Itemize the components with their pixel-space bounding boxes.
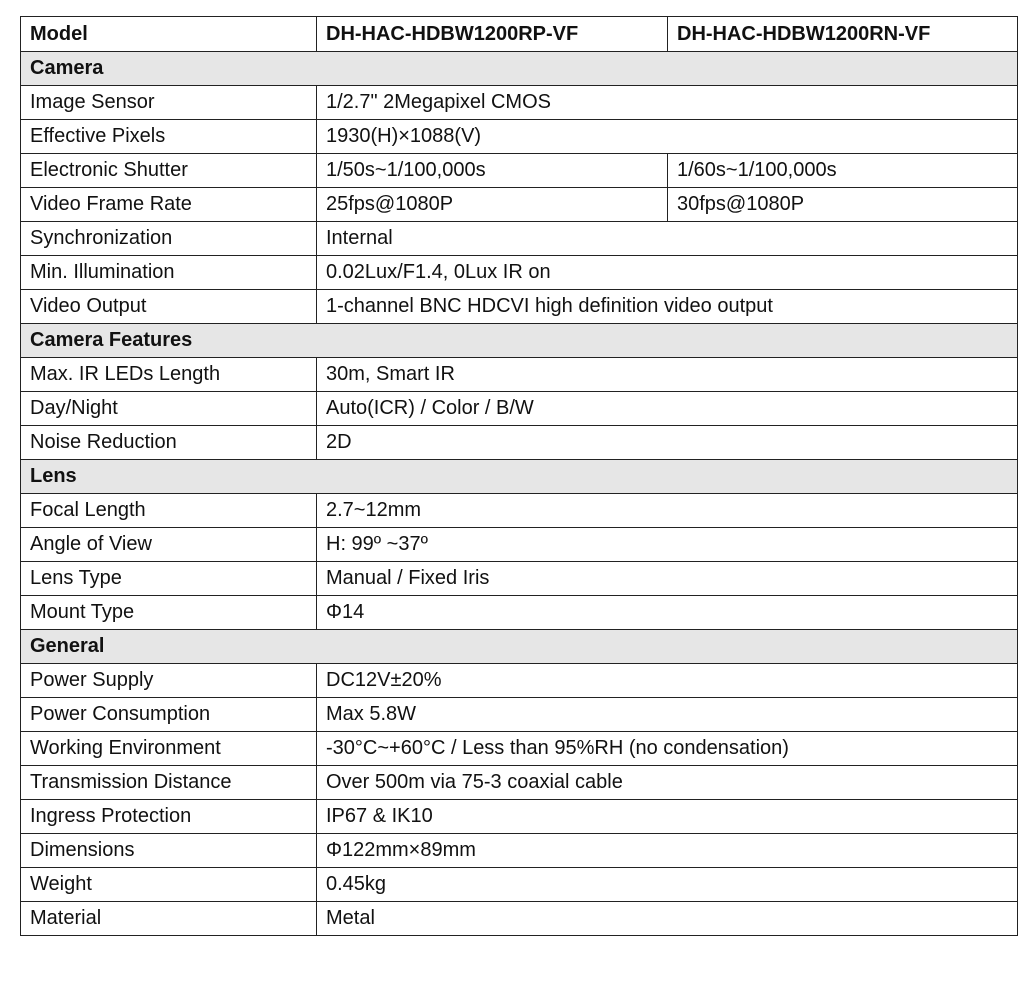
spec-label: Noise Reduction <box>21 426 317 460</box>
spec-row <box>21 868 1018 902</box>
spec-value: H: 99º ~37º <box>317 528 1018 562</box>
section-title: Camera Features <box>21 324 1018 358</box>
spec-label: Min. Illumination <box>21 256 317 290</box>
spec-value: 2D <box>317 426 1018 460</box>
section-title: Lens <box>21 460 1018 494</box>
header-model-2: DH-HAC-HDBW1200RN-VF <box>668 17 1018 52</box>
spec-row <box>21 664 1018 698</box>
spec-value: Φ122mm×89mm <box>317 834 1018 868</box>
spec-value: 1930(H)×1088(V) <box>317 120 1018 154</box>
spec-row <box>21 154 1018 188</box>
spec-value: 1/2.7" 2Megapixel CMOS <box>317 86 1018 120</box>
spec-table <box>20 16 1018 936</box>
section-row <box>21 630 1018 664</box>
spec-row <box>21 902 1018 936</box>
spec-value: DC12V±20% <box>317 664 1018 698</box>
spec-label: Focal Length <box>21 494 317 528</box>
spec-label: Power Supply <box>21 664 317 698</box>
spec-value-model-2: 1/60s~1/100,000s <box>668 154 1018 188</box>
spec-label: Angle of View <box>21 528 317 562</box>
spec-row <box>21 358 1018 392</box>
spec-label: Max. IR LEDs Length <box>21 358 317 392</box>
header-row <box>21 17 1018 52</box>
header-label: Model <box>21 17 317 52</box>
spec-value-model-1: 25fps@1080P <box>317 188 668 222</box>
spec-label: Mount Type <box>21 596 317 630</box>
section-row <box>21 52 1018 86</box>
spec-value: IP67 & IK10 <box>317 800 1018 834</box>
spec-row <box>21 732 1018 766</box>
spec-value: 1-channel BNC HDCVI high definition video output <box>317 290 1018 324</box>
spec-value-model-2: 30fps@1080P <box>668 188 1018 222</box>
spec-label: Video Output <box>21 290 317 324</box>
spec-row <box>21 494 1018 528</box>
spec-value: 30m, Smart IR <box>317 358 1018 392</box>
spec-row <box>21 392 1018 426</box>
spec-row <box>21 86 1018 120</box>
spec-row <box>21 834 1018 868</box>
spec-row <box>21 290 1018 324</box>
spec-label: Image Sensor <box>21 86 317 120</box>
spec-label: Working Environment <box>21 732 317 766</box>
spec-label: Effective Pixels <box>21 120 317 154</box>
section-row <box>21 460 1018 494</box>
spec-table-body <box>21 17 1018 936</box>
spec-label: Material <box>21 902 317 936</box>
header-model-1: DH-HAC-HDBW1200RP-VF <box>317 17 668 52</box>
spec-label: Lens Type <box>21 562 317 596</box>
spec-value: 0.02Lux/F1.4, 0Lux IR on <box>317 256 1018 290</box>
spec-row <box>21 698 1018 732</box>
spec-label: Video Frame Rate <box>21 188 317 222</box>
spec-value: 0.45kg <box>317 868 1018 902</box>
spec-value: -30°C~+60°C / Less than 95%RH (no condensation) <box>317 732 1018 766</box>
spec-value: Over 500m via 75-3 coaxial cable <box>317 766 1018 800</box>
spec-row <box>21 766 1018 800</box>
spec-row <box>21 596 1018 630</box>
spec-row <box>21 562 1018 596</box>
spec-label: Day/Night <box>21 392 317 426</box>
spec-value: 2.7~12mm <box>317 494 1018 528</box>
spec-value: Metal <box>317 902 1018 936</box>
section-title: General <box>21 630 1018 664</box>
spec-label: Electronic Shutter <box>21 154 317 188</box>
spec-label: Ingress Protection <box>21 800 317 834</box>
spec-row <box>21 222 1018 256</box>
spec-value: Internal <box>317 222 1018 256</box>
spec-row <box>21 120 1018 154</box>
spec-row <box>21 188 1018 222</box>
spec-label: Transmission Distance <box>21 766 317 800</box>
spec-label: Synchronization <box>21 222 317 256</box>
section-row <box>21 324 1018 358</box>
section-title: Camera <box>21 52 1018 86</box>
spec-value: Φ14 <box>317 596 1018 630</box>
spec-value: Auto(ICR) / Color / B/W <box>317 392 1018 426</box>
spec-row <box>21 256 1018 290</box>
spec-value: Manual / Fixed Iris <box>317 562 1018 596</box>
spec-row <box>21 426 1018 460</box>
spec-label: Power Consumption <box>21 698 317 732</box>
spec-value-model-1: 1/50s~1/100,000s <box>317 154 668 188</box>
spec-value: Max 5.8W <box>317 698 1018 732</box>
spec-label: Weight <box>21 868 317 902</box>
spec-row <box>21 528 1018 562</box>
spec-row <box>21 800 1018 834</box>
spec-label: Dimensions <box>21 834 317 868</box>
